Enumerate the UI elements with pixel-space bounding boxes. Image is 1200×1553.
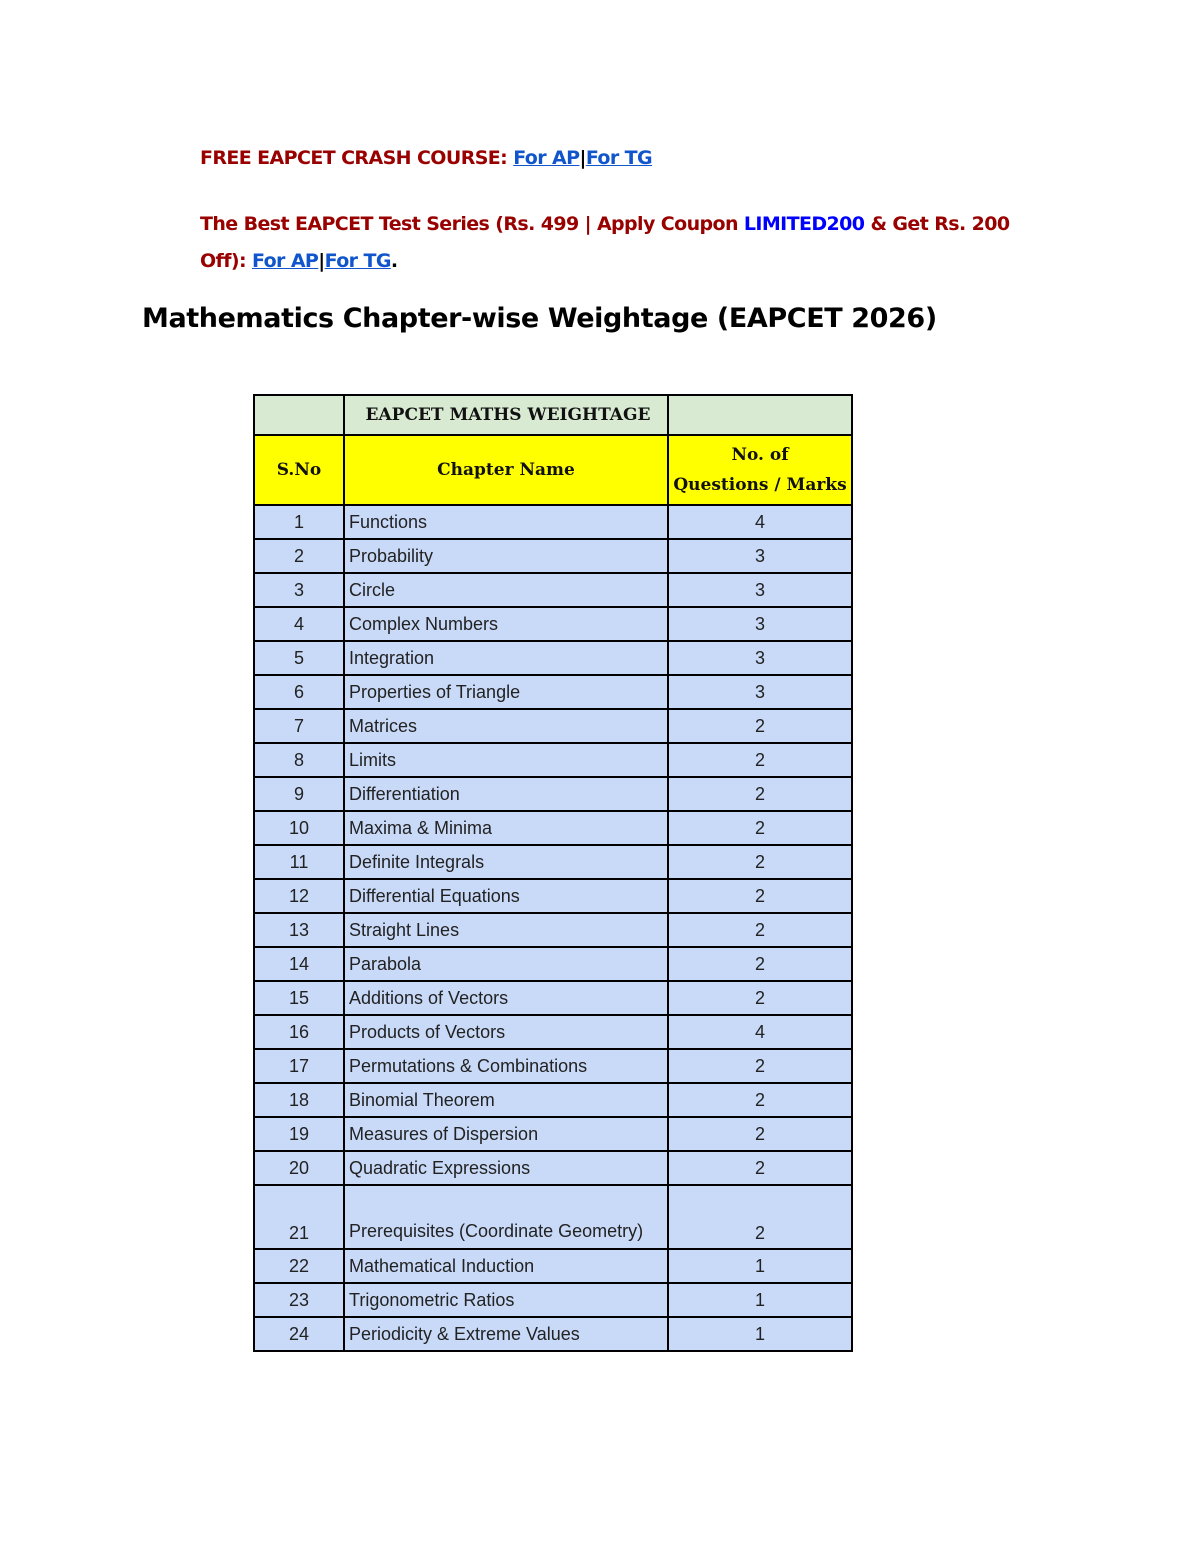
table-header-row [254, 435, 852, 505]
table-row [254, 607, 852, 641]
row-count: 2 [668, 1083, 852, 1117]
table-row [254, 1317, 852, 1351]
table-row [254, 505, 852, 539]
row-chapter: Maxima & Minima [344, 811, 668, 845]
row-sno: 1 [254, 505, 344, 539]
test-series-separator: | [318, 250, 325, 272]
row-chapter: Permutations & Combinations [344, 1049, 668, 1083]
crash-course-tg-link[interactable]: For TG [585, 147, 653, 169]
row-chapter: Straight Lines [344, 913, 668, 947]
row-sno: 14 [254, 947, 344, 981]
table-row [254, 743, 852, 777]
row-chapter: Measures of Dispersion [344, 1117, 668, 1151]
row-chapter: Differential Equations [344, 879, 668, 913]
row-chapter: Limits [344, 743, 668, 777]
weightage-table [253, 394, 853, 1352]
header-questions [668, 435, 852, 505]
row-count: 3 [668, 675, 852, 709]
row-chapter: Matrices [344, 709, 668, 743]
row-sno: 12 [254, 879, 344, 913]
test-series-promo [200, 206, 1020, 280]
row-chapter: Periodicity & Extreme Values [344, 1317, 668, 1351]
row-count: 2 [668, 981, 852, 1015]
row-sno: 19 [254, 1117, 344, 1151]
page-title: Mathematics Chapter-wise Weightage (EAPCET 2026) [142, 303, 937, 334]
row-sno: 22 [254, 1249, 344, 1283]
table-row [254, 675, 852, 709]
test-series-prefix: The Best EAPCET Test Series (Rs. 499 | Apply Coupon [200, 213, 738, 235]
row-count: 2 [668, 947, 852, 981]
row-count: 1 [668, 1283, 852, 1317]
row-count: 3 [668, 573, 852, 607]
row-count: 2 [668, 845, 852, 879]
row-sno: 18 [254, 1083, 344, 1117]
row-chapter: Prerequisites (Coordinate Geometry) [344, 1185, 668, 1249]
row-chapter: Functions [344, 505, 668, 539]
row-count: 2 [668, 1117, 852, 1151]
crash-course-promo [200, 147, 652, 169]
test-series-suffix: & Get Rs. 200 Off): [200, 213, 1010, 272]
row-count: 2 [668, 811, 852, 845]
row-sno: 16 [254, 1015, 344, 1049]
header-questions-line2: Questions / Marks [673, 475, 847, 495]
table-title-empty-left [254, 395, 344, 435]
table-row [254, 879, 852, 913]
table-row [254, 913, 852, 947]
row-sno: 4 [254, 607, 344, 641]
row-chapter: Definite Integrals [344, 845, 668, 879]
header-chapter: Chapter Name [344, 435, 668, 505]
table-row [254, 1015, 852, 1049]
row-count: 3 [668, 607, 852, 641]
row-sno: 24 [254, 1317, 344, 1351]
table-row [254, 1049, 852, 1083]
row-sno: 17 [254, 1049, 344, 1083]
row-sno: 13 [254, 913, 344, 947]
row-sno: 9 [254, 777, 344, 811]
row-sno: 21 [254, 1185, 344, 1249]
row-chapter: Additions of Vectors [344, 981, 668, 1015]
table-row [254, 1083, 852, 1117]
row-chapter: Quadratic Expressions [344, 1151, 668, 1185]
row-chapter: Mathematical Induction [344, 1249, 668, 1283]
header-questions-line1: No. of [731, 445, 789, 465]
table-title: EAPCET MATHS WEIGHTAGE [344, 395, 668, 435]
row-count: 2 [668, 709, 852, 743]
row-count: 1 [668, 1249, 852, 1283]
row-sno: 23 [254, 1283, 344, 1317]
row-chapter: Properties of Triangle [344, 675, 668, 709]
row-chapter: Differentiation [344, 777, 668, 811]
table-row [254, 1185, 852, 1249]
row-chapter: Probability [344, 539, 668, 573]
row-sno: 6 [254, 675, 344, 709]
row-count: 2 [668, 913, 852, 947]
table-row [254, 811, 852, 845]
row-count: 4 [668, 505, 852, 539]
row-chapter: Products of Vectors [344, 1015, 668, 1049]
row-sno: 2 [254, 539, 344, 573]
row-sno: 3 [254, 573, 344, 607]
row-count: 2 [668, 743, 852, 777]
table-row [254, 1283, 852, 1317]
test-series-period: . [390, 250, 398, 272]
row-chapter: Trigonometric Ratios [344, 1283, 668, 1317]
table-row [254, 947, 852, 981]
crash-course-separator: | [579, 147, 586, 169]
row-count: 2 [668, 879, 852, 913]
crash-course-label: FREE EAPCET CRASH COURSE: [200, 147, 508, 169]
row-sno: 11 [254, 845, 344, 879]
row-chapter: Complex Numbers [344, 607, 668, 641]
row-count: 2 [668, 777, 852, 811]
table-row [254, 1249, 852, 1283]
crash-course-ap-link[interactable]: For AP [513, 147, 580, 169]
table-title-row [254, 395, 852, 435]
header-sno: S.No [254, 435, 344, 505]
test-series-ap-link[interactable]: For AP [251, 250, 319, 272]
row-count: 4 [668, 1015, 852, 1049]
row-sno: 8 [254, 743, 344, 777]
table-row [254, 573, 852, 607]
row-chapter: Integration [344, 641, 668, 675]
row-chapter: Circle [344, 573, 668, 607]
test-series-tg-link[interactable]: For TG [324, 250, 391, 272]
row-sno: 10 [254, 811, 344, 845]
row-sno: 5 [254, 641, 344, 675]
table-row [254, 777, 852, 811]
table-row [254, 1117, 852, 1151]
row-count: 3 [668, 641, 852, 675]
table-row [254, 981, 852, 1015]
table-row [254, 845, 852, 879]
row-count: 2 [668, 1151, 852, 1185]
coupon-code: LIMITED200 [743, 213, 865, 235]
table-row [254, 1151, 852, 1185]
row-sno: 20 [254, 1151, 344, 1185]
row-count: 1 [668, 1317, 852, 1351]
row-count: 2 [668, 1185, 852, 1249]
table-row [254, 709, 852, 743]
table-title-empty-right [668, 395, 852, 435]
row-count: 3 [668, 539, 852, 573]
row-chapter: Binomial Theorem [344, 1083, 668, 1117]
row-sno: 7 [254, 709, 344, 743]
table-row [254, 539, 852, 573]
row-chapter: Parabola [344, 947, 668, 981]
row-count: 2 [668, 1049, 852, 1083]
row-sno: 15 [254, 981, 344, 1015]
table-row [254, 641, 852, 675]
